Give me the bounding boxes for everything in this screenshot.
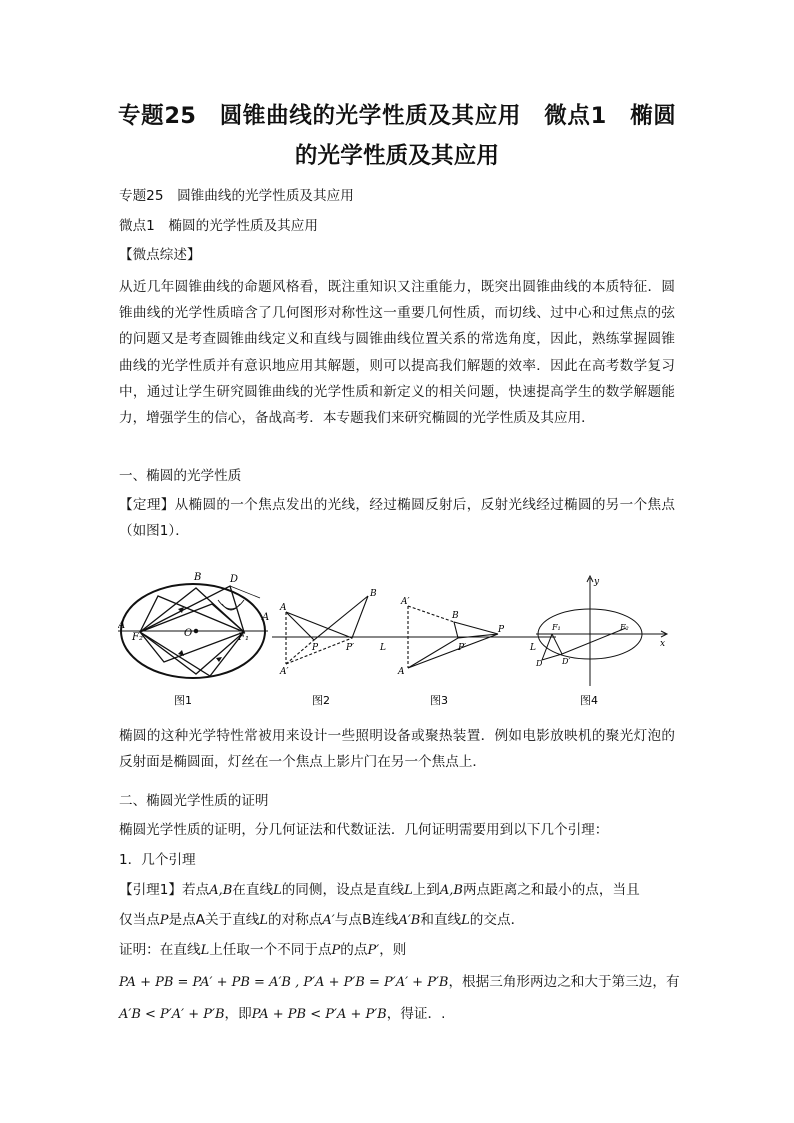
math-run: L	[200, 943, 210, 958]
math-run: PA + PB < P′A + P′B	[251, 1007, 387, 1022]
math-run: A,B	[209, 883, 233, 898]
math-run: A′B < P′A′ + P′B	[119, 1007, 225, 1022]
fig2-label-l: L	[380, 643, 386, 653]
section-overview-heading: 【微点综述】	[119, 247, 201, 263]
fig1-label-b: B	[194, 572, 202, 583]
lemma1-line-2	[119, 910, 675, 931]
fig3-label-a-prime: A′	[401, 597, 410, 607]
text-run: 是点A关于直线	[168, 912, 260, 928]
text-run: 的交点．	[469, 912, 525, 928]
text-run: 上到	[412, 882, 440, 898]
math-run: A,B	[439, 883, 463, 898]
fig1-label-a-left: A	[118, 620, 126, 631]
text-run: ，根据三角形两边之和大于第三边，有	[448, 974, 680, 990]
text-run: ，得证．.	[386, 1006, 446, 1022]
proof-line-2	[119, 972, 680, 993]
fig4-label-f1: F₁	[552, 623, 561, 632]
proof-intro: 椭圆光学性质的证明，分几何证法和代数证法．几何证明需要用到以下几个引理：	[119, 822, 609, 838]
application-line: 椭圆的这种光学特性常被用来设计一些照明设备或聚热装置．例如电影放映机的聚光灯泡的	[119, 728, 675, 744]
figure-caption-2: 图2	[312, 694, 330, 707]
fig1-label-f1: F₁	[238, 632, 249, 643]
text-run: 与点B连线	[334, 912, 399, 928]
fig1-label-d: D	[230, 574, 239, 585]
figure-caption-3: 图3	[430, 694, 448, 707]
text-run: 仅当点	[119, 912, 160, 928]
math-run: L	[273, 883, 282, 898]
fig4-label-f2: F₂	[620, 623, 629, 632]
fig2-label-p: P	[312, 643, 319, 653]
page-title: 专题25 圆锥曲线的光学性质及其应用 微点1 椭圆的光学性质及其应用	[118, 103, 676, 169]
figure-1	[118, 584, 268, 678]
math-run: A′	[322, 913, 335, 928]
text-run: 在直线	[232, 882, 274, 898]
figure-2	[272, 596, 556, 664]
fig3-label-p: P	[498, 625, 505, 635]
fig1-label-f2: F₂	[132, 632, 143, 643]
math-run: P	[331, 943, 341, 958]
proof-line-3	[119, 1004, 675, 1025]
theorem-line: （如图1）．	[119, 523, 189, 540]
overview-line: 力，增强学生的信心，备战高考．本专题我们来研究椭圆的光学性质及其应用．	[119, 410, 595, 427]
overview-line: 从近几年圆锥曲线的命题风格看，既注重知识又注重能力，既突出圆锥曲线的本质特征．圆	[119, 279, 675, 295]
fig4-label-x: x	[660, 639, 666, 649]
theorem-paragraph	[119, 492, 675, 544]
text-run: 上任取一个不同于点	[209, 942, 332, 958]
application-line: 反射面是椭圆面，灯丝在一个焦点上影片门在另一个焦点上．	[119, 754, 487, 771]
text-run: 和直线	[420, 912, 462, 928]
overview-paragraph	[119, 274, 675, 431]
fig1-label-o: O	[184, 628, 193, 639]
subheading-point: 微点1 椭圆的光学性质及其应用	[119, 218, 318, 234]
text-run: ，则	[379, 942, 407, 958]
figure-caption-4: 图4	[580, 694, 598, 707]
fig3-label-p-prime: P′	[458, 643, 467, 653]
math-run: PA + PB = PA′ + PB = A′B , P′A + P′B = P′A′ + P′B	[119, 975, 449, 990]
fig2-label-a-prime: A′	[280, 667, 289, 677]
subsection-heading-1: 1．几个引理	[119, 852, 196, 868]
section-heading-1: 一、椭圆的光学性质	[119, 468, 242, 484]
application-paragraph	[119, 723, 675, 775]
fig2-label-a: A	[280, 603, 287, 613]
text-run: 【引理1】若点	[119, 882, 210, 898]
overview-line: 锥曲线的光学性质暗含了几何图形对称性这一重要几何性质，而切线、过中心和过焦点的弦	[119, 305, 675, 322]
figure-caption-1: 图1	[174, 694, 192, 707]
fig3-label-b: B	[452, 611, 459, 621]
text-run: 的对称点	[268, 912, 323, 928]
fig3-label-l: L	[530, 643, 536, 653]
text-run: 的同侧，设点是直线	[281, 882, 405, 898]
overview-line: 的问题又是考查圆锥曲线定义和直线与圆锥曲线位置关系的常选角度，因此，熟练掌握圆锥	[119, 331, 675, 348]
overview-line: 中，通过让学生研究圆锥曲线的光学性质和新定义的相关问题，快速提高学生的数学解题能	[119, 383, 675, 400]
text-run: 证明：在直线	[119, 942, 201, 958]
section-heading-2: 二、椭圆光学性质的证明	[119, 793, 269, 809]
fig2-label-b: B	[370, 589, 377, 599]
fig4-label-d: D	[536, 659, 543, 668]
math-run: L	[404, 883, 413, 898]
text-run: 两点距离之和最小的点，当且	[462, 882, 640, 898]
subheading-topic: 专题25 圆锥曲线的光学性质及其应用	[119, 188, 354, 204]
math-run: A′B	[398, 913, 421, 928]
theorem-line: 【定理】从椭圆的一个焦点发出的光线，经过椭圆反射后，反射光线经过椭圆的另一个焦点	[119, 497, 675, 513]
fig4-label-y: y	[594, 577, 600, 587]
fig1-label-a: A	[262, 612, 270, 623]
overview-line: 曲线的光学性质并有意识地应用其解题，则可以提高我们解题的效率．因此在高考数学复习	[119, 357, 675, 374]
text-run: ，即	[224, 1006, 252, 1022]
lemma1-line-1	[119, 880, 675, 901]
math-run: L	[259, 913, 269, 928]
proof-line-1	[119, 940, 675, 961]
figures-row	[118, 568, 678, 710]
math-run: P′	[367, 943, 380, 958]
math-run: L	[461, 913, 470, 928]
math-run: P	[159, 913, 169, 928]
fig4-label-d-prime: D′	[562, 657, 571, 666]
text-run: 的点	[340, 942, 368, 958]
fig3-label-a: A	[398, 667, 405, 677]
fig2-label-p-prime: P′	[346, 643, 355, 653]
